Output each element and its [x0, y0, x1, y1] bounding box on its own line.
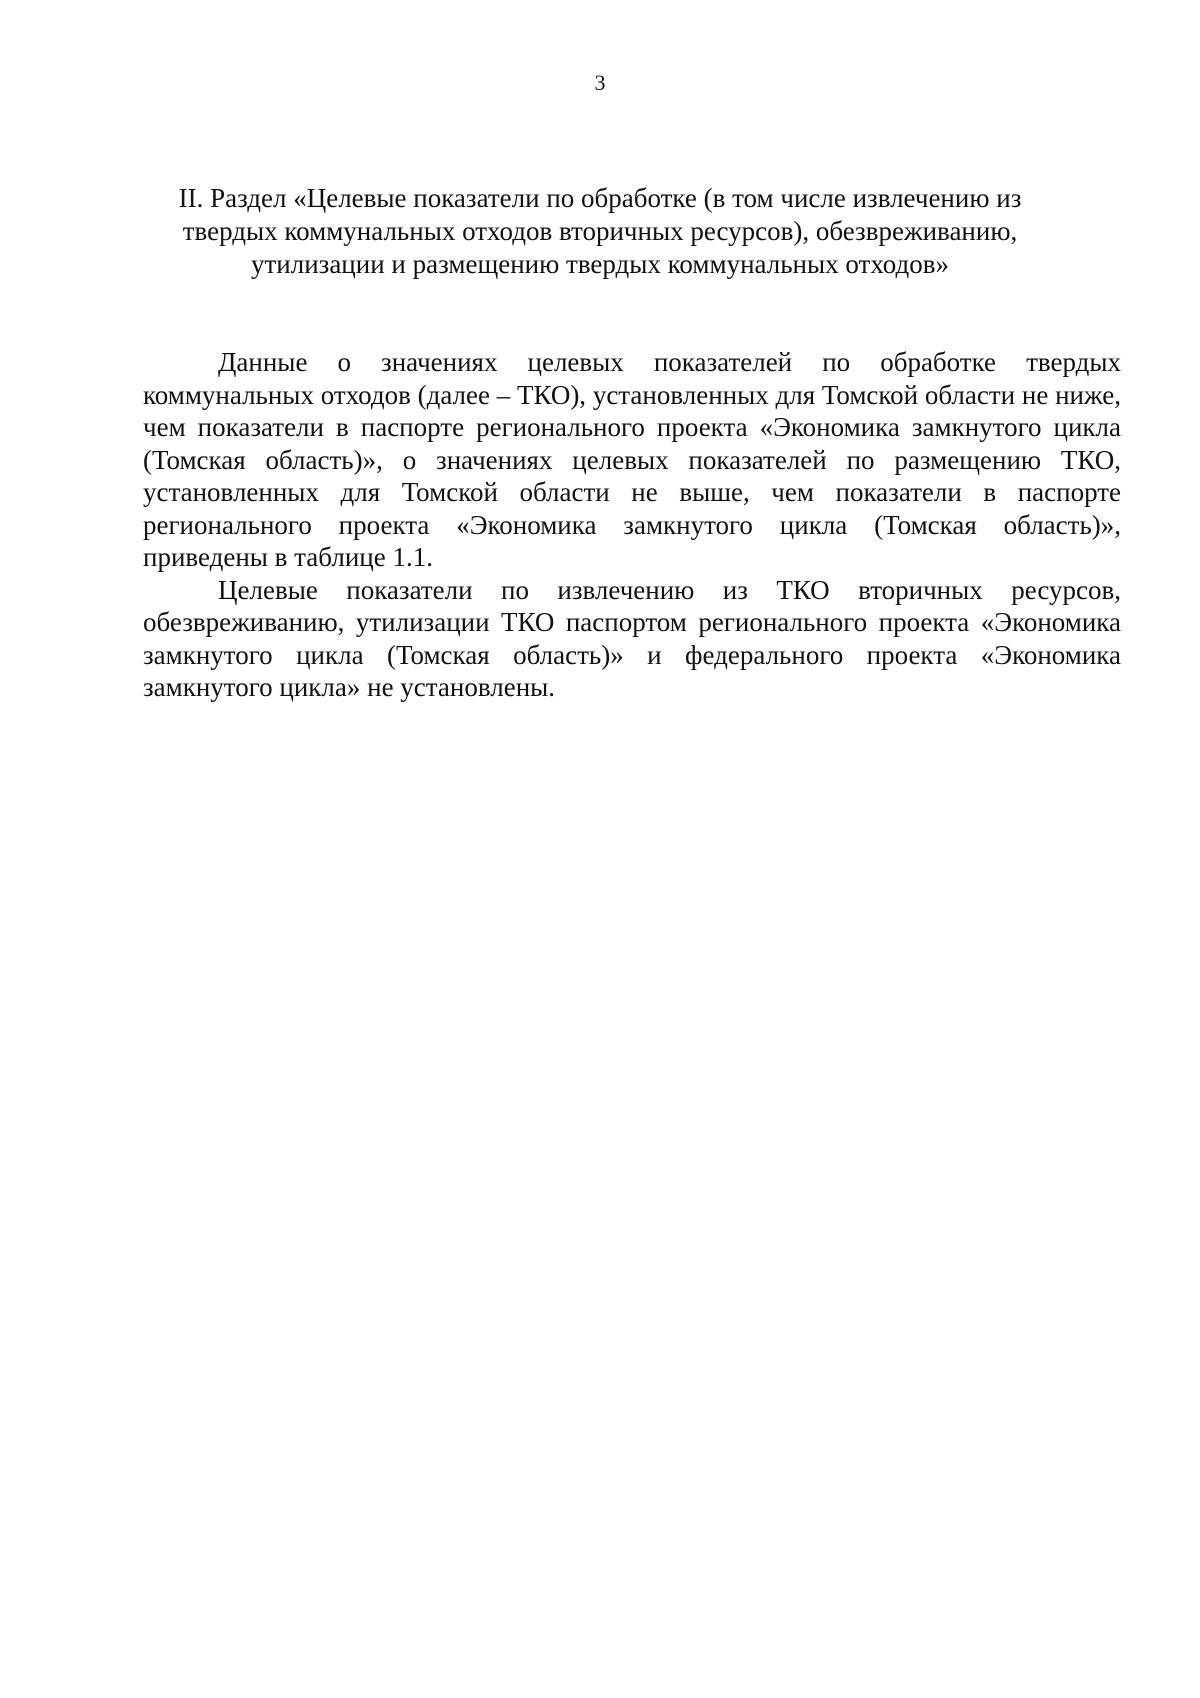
section-heading: [130, 182, 1070, 281]
body-text: [143, 346, 1121, 704]
section-heading-line-1: II. Раздел «Целевые показатели по обработке (в том числе извлечению из: [178, 183, 1022, 213]
paragraph-target-indicators-data: Данные о значениях целевых показателей по обработке твердых коммунальных отходов (далее – ТКО), установленных для Томской области не ниже, чем показатели в паспорте регионального проекта «Экономика замкнутого цикла (Томская область)», о значениях целевых показателей по размещению ТКО, установленных для Томской области не выше, чем показатели в паспорте регионального проекта «Экономика замкнутого цикла (Томская область)», приведены в таблице 1.1.: [143, 347, 1121, 572]
section-heading-line-2: твердых коммунальных отходов вторичных ресурсов), обезвреживанию,: [182, 216, 1018, 246]
section-heading-line-3: утилизации и размещению твердых коммунальных отходов»: [250, 249, 950, 279]
page-number: 3: [594, 70, 606, 95]
paragraph-indicators-not-set: Целевые показатели по извлечению из ТКО вторичных ресурсов, обезвреживанию, утилизации ТКО паспортом регионального проекта «Экономика замкнутого цикла (Томская область)» и федерального проекта «Экономика замкнутого цикла» не установлены.: [143, 574, 1121, 702]
